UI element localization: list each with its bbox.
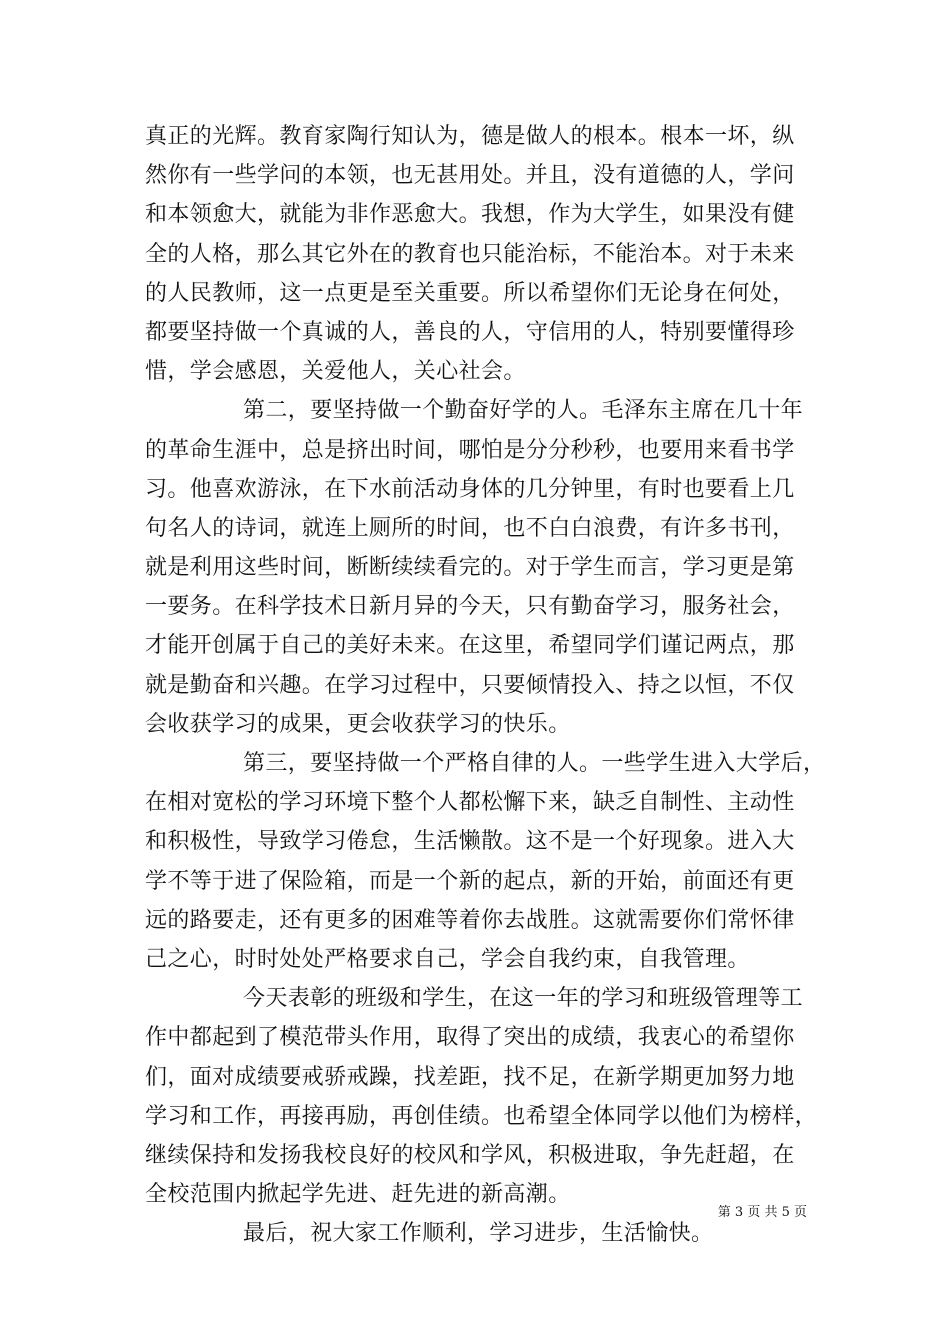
text-line: 句名人的诗词，就连上厕所的时间，也不白白浪费，有许多书刊， bbox=[145, 515, 795, 541]
text-line: 的革命生涯中，总是挤出时间，哪怕是分分秒秒，也要用来看书学 bbox=[145, 437, 795, 463]
text-line: 然你有一些学问的本领，也无甚用处。并且，没有道德的人，学问 bbox=[145, 163, 795, 189]
text-line: 学习和工作，再接再励，再创佳绩。也希望全体同学以他们为榜样， bbox=[145, 1103, 818, 1129]
paragraph-first-line: 今天表彰的班级和学生，在这一年的学习和班级管理等工 bbox=[243, 986, 804, 1012]
text-line: 继续保持和发扬我校良好的校风和学风，积极进取，争先赶超，在 bbox=[145, 1142, 795, 1168]
text-line: 就是利用这些时间，断断续续看完的。对于学生而言，学习更是第 bbox=[145, 555, 795, 581]
text-line: 一要务。在科学技术日新月异的今天，只有勤奋学习，服务社会， bbox=[145, 594, 795, 620]
paragraph-first-line: 第三，要坚持做一个严格自律的人。一些学生进入大学后， bbox=[243, 751, 826, 776]
text-line: 和积极性，导致学习倦怠，生活懒散。这不是一个好现象。进入大 bbox=[145, 829, 795, 855]
text-line: 作中都起到了模范带头作用，取得了突出的成绩，我衷心的希望你 bbox=[145, 1025, 795, 1051]
text-line: 们，面对成绩要戒骄戒躁，找差距，找不足，在新学期更加努力地 bbox=[145, 1064, 795, 1090]
page-number-footer: 第 3 页 共 5 页 bbox=[717, 1205, 807, 1220]
text-line: 远的路要走，还有更多的困难等着你去战胜。这就需要你们常怀律 bbox=[145, 907, 795, 933]
text-line: 和本领愈大，就能为非作恶愈大。我想，作为大学生，如果没有健 bbox=[145, 202, 795, 228]
text-line: 全校范围内掀起学先进、赶先进的新高潮。 bbox=[145, 1182, 571, 1208]
paragraph-first-line: 第二，要坚持做一个勤奋好学的人。毛泽东主席在几十年 bbox=[243, 398, 804, 424]
text-line: 己之心，时时处处严格要求自己，学会自我约束，自我管理。 bbox=[145, 946, 750, 972]
text-line: 真正的光辉。教育家陶行知认为，德是做人的根本。根本一坏，纵 bbox=[145, 124, 795, 149]
text-line: 都要坚持做一个真诚的人，善良的人，守信用的人，特别要懂得珍 bbox=[145, 319, 795, 345]
text-line: 的人民教师，这一点更是至关重要。所以希望你们无论身在何处， bbox=[145, 280, 795, 306]
text-line: 才能开创属于自己的美好未来。在这里，希望同学们谨记两点，那 bbox=[145, 633, 795, 659]
text-line: 在相对宽松的学习环境下整个人都松懈下来，缺乏自制性、主动性 bbox=[145, 790, 795, 816]
text-line: 会收获学习的成果，更会收获学习的快乐。 bbox=[145, 711, 571, 737]
body-text bbox=[145, 117, 825, 1253]
text-line: 惜，学会感恩，关爱他人，关心社会。 bbox=[145, 359, 526, 385]
paragraph-first-line: 最后，祝大家工作顺利，学习进步，生活愉快。 bbox=[243, 1221, 714, 1247]
text-line: 就是勤奋和兴趣。在学习过程中，只要倾情投入、持之以恒，不仅 bbox=[145, 672, 795, 698]
text-line: 全的人格，那么其它外在的教育也只能治标，不能治本。对于未来 bbox=[145, 241, 795, 267]
text-line: 习。他喜欢游泳，在下水前活动身体的几分钟里，有时也要看上几 bbox=[145, 476, 795, 502]
text-line: 学不等于进了保险箱，而是一个新的起点，新的开始，前面还有更 bbox=[145, 868, 795, 894]
